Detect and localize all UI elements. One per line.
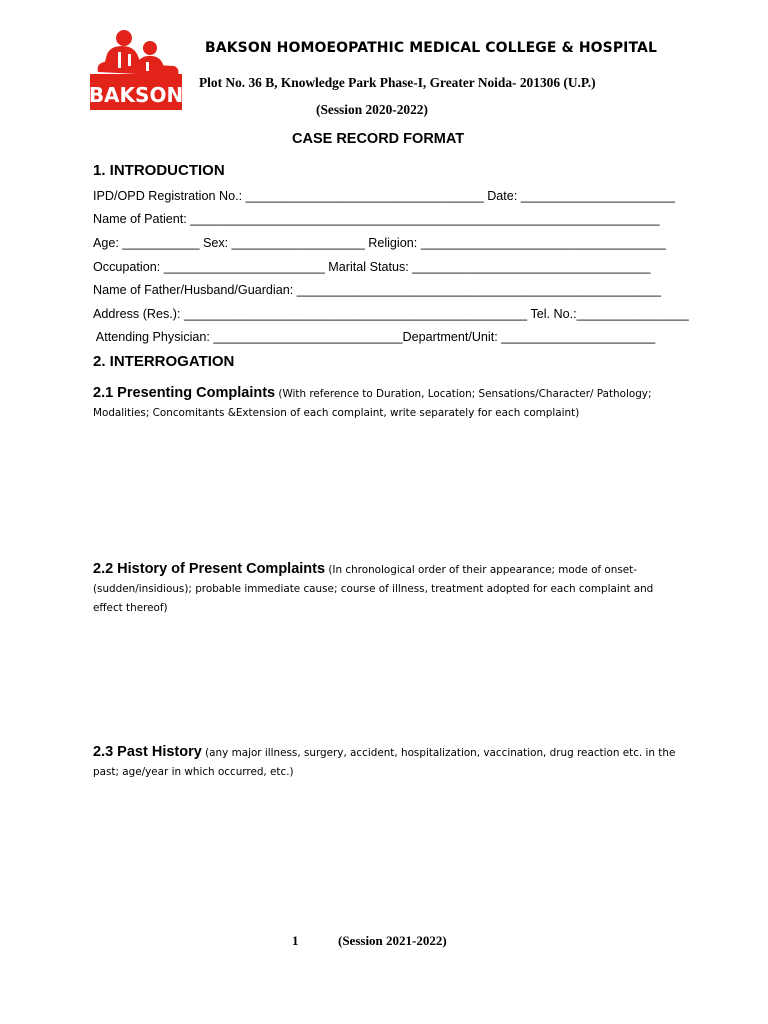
field-occupation-marital-status[interactable]: Occupation: _______________________ Marital Status: __________________________________ <box>93 260 651 274</box>
institution-name: BAKSON HOMOEOPATHIC MEDICAL COLLEGE & HOSPITAL <box>205 40 658 56</box>
field-registration-date[interactable]: IPD/OPD Registration No.: __________________________________ Date: ______________________ <box>93 189 675 203</box>
section-introduction-heading: 1. INTRODUCTION <box>93 162 225 179</box>
field-physician-department[interactable]: Attending Physician: ___________________________Department/Unit: ______________________ <box>93 330 656 344</box>
subsection-description: (In chronological order of their appearance; mode of onset- (sudden/insidious); probable immediate cause; course of illness, treatment adopted for each complaint and effect thereof) <box>93 564 654 614</box>
bakson-logo <box>88 28 184 112</box>
subsection-title: 2.1 Presenting Complaints <box>93 385 276 401</box>
subsection-title: 2.3 Past History <box>93 744 202 760</box>
bakson-logo-icon <box>88 28 184 112</box>
subsection-description: (With reference to Duration, Location; Sensations/Character/ Pathology; Modalities; Concomitants &Extension of each complaint, write separately for each complaint) <box>93 388 652 419</box>
field-age-sex-religion[interactable]: Age: ___________ Sex: ___________________ Religion: ___________________________________ <box>93 236 666 250</box>
document-title: CASE RECORD FORMAT <box>292 131 465 147</box>
field-patient-name[interactable]: Name of Patient: ___________________________________________________________________ <box>93 212 660 226</box>
subsection-past-history <box>93 743 683 781</box>
page-number: 1 <box>292 933 299 948</box>
footer-session: (Session 2021-2022) <box>338 933 447 948</box>
logo-text: BAKSON <box>88 83 184 107</box>
institution-address: Plot No. 36 B, Knowledge Park Phase-I, Greater Noida- 201306 (U.P.) <box>199 75 596 90</box>
section-interrogation-heading: 2. INTERROGATION <box>93 353 235 370</box>
header-session: (Session 2020-2022) <box>316 102 428 117</box>
subsection-description: (any major illness, surgery, accident, hospitalization, vaccination, drug reaction etc. in the past; age/year in which occurred, etc.) <box>93 747 676 778</box>
subsection-title: 2.2 History of Present Complaints <box>93 561 326 577</box>
field-address-telephone[interactable]: Address (Res.): _________________________________________________ Tel. No.:________________ <box>93 307 689 321</box>
subsection-history-present-complaints <box>93 560 683 617</box>
field-guardian-name[interactable]: Name of Father/Husband/Guardian: ____________________________________________________ <box>93 283 661 297</box>
subsection-presenting-complaints <box>93 384 683 422</box>
